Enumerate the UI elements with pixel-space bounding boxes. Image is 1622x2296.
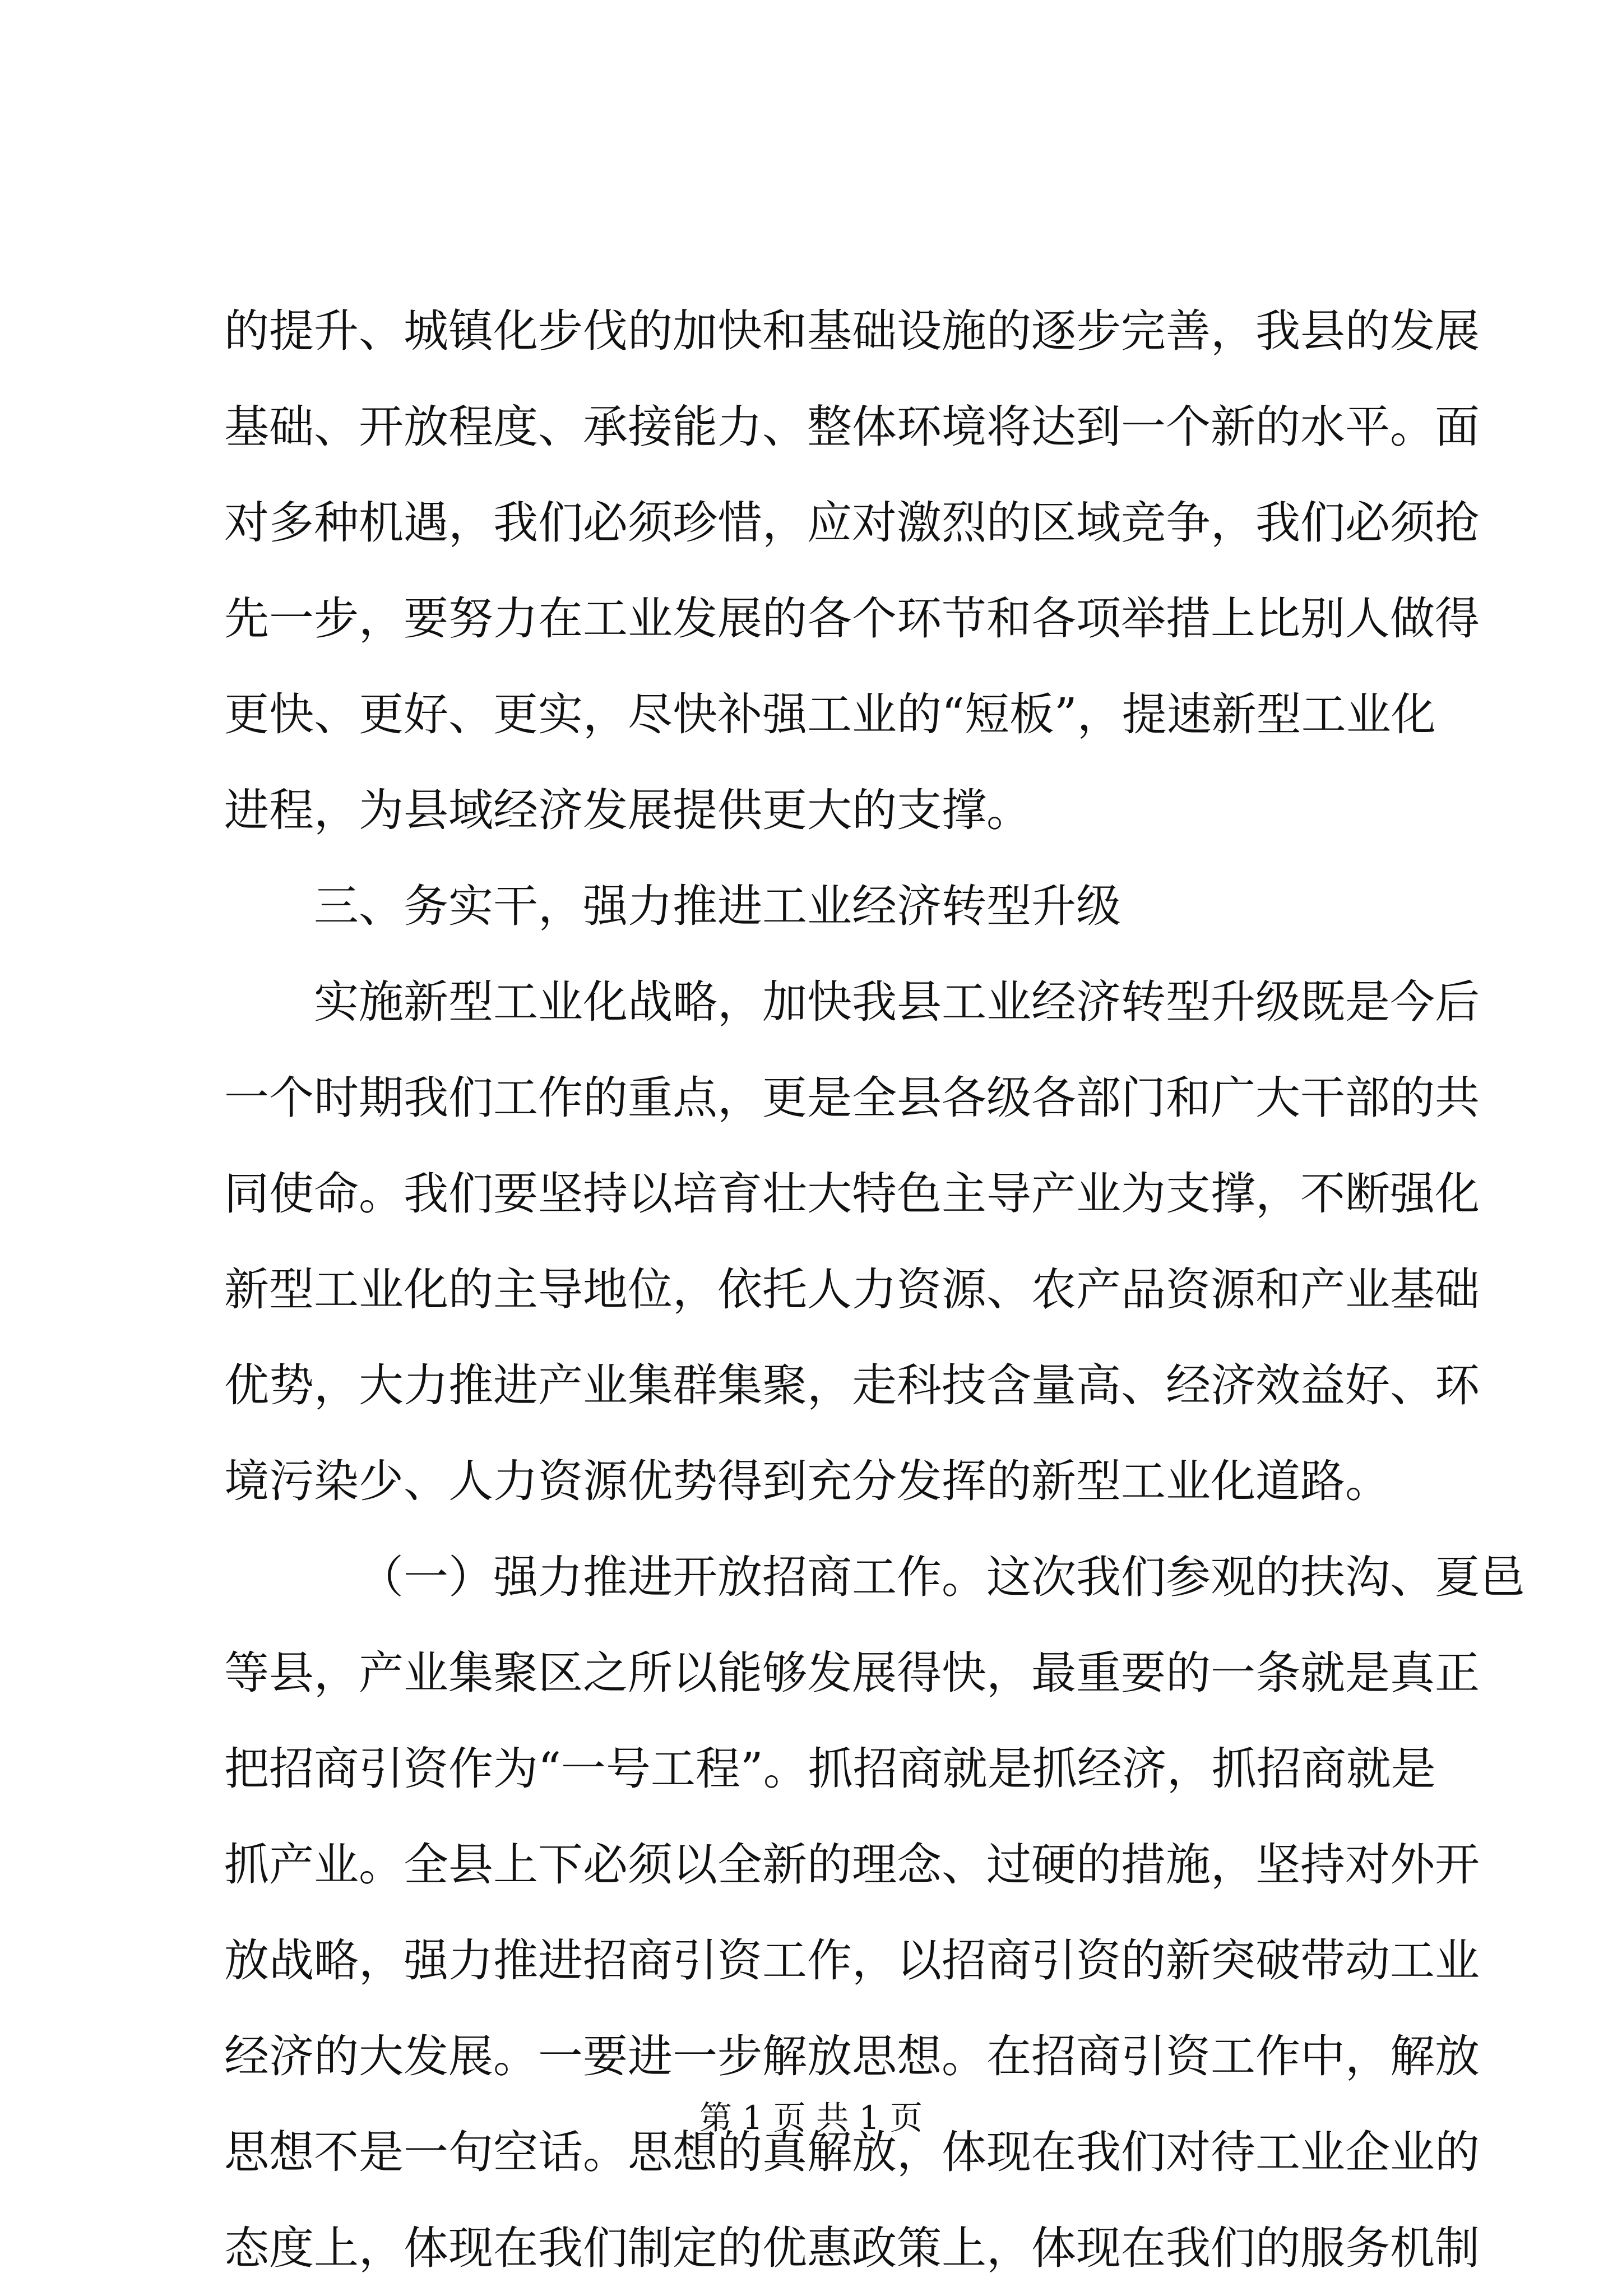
page-number-footer: 第 1 页 共 1 页 [699, 2099, 923, 2137]
text-line: 一个时期我们工作的重点，更是全县各级各部门和广大干部的共 [224, 1072, 1480, 1124]
text-line: 进程，为县域经济发展提供更大的支撑。 [224, 784, 1031, 836]
document-body [224, 283, 1524, 2296]
text-line: 境污染少、人力资源优势得到充分发挥的新型工业化道路。 [224, 1455, 1390, 1507]
text-line: 抓产业。全县上下必须以全新的理念、过硬的措施，坚持对外开 [224, 1839, 1480, 1891]
text-line: 的提升、城镇化步伐的加快和基础设施的逐步完善，我县的发展 [224, 305, 1480, 357]
text-line: 新型工业化的主导地位，依托人力资源、农产品资源和产业基础 [224, 1263, 1480, 1316]
text-line: 先一步，要努力在工业发展的各个环节和各项举措上比别人做得 [224, 592, 1480, 645]
text-line: 实施新型工业化战略，加快我县工业经济转型升级既是今后 [314, 976, 1480, 1028]
text-line: 更快、更好、更实，尽快补强工业的“短板”，提速新型工业化 [224, 688, 1436, 740]
text-line: 等县，产业集聚区之所以能够发展得快，最重要的一条就是真正 [224, 1647, 1480, 1699]
text-line: 放战略，强力推进招商引资工作，以招商引资的新突破带动工业 [224, 1934, 1480, 1987]
text-line: 优势，大力推进产业集群集聚，走科技含量高、经济效益好、环 [224, 1359, 1480, 1411]
text-line: 态度上，体现在我们制定的优惠政策上，体现在我们的服务机制 [224, 2222, 1480, 2274]
text-line: 同使命。我们要坚持以培育壮大特色主导产业为支撑，不断强化 [224, 1168, 1480, 1220]
section-heading: 三、务实干，强力推进工业经济转型升级 [314, 880, 1121, 932]
subsection-heading-line: （一）强力推进开放招商工作。这次我们参观的扶沟、夏邑 [359, 1551, 1524, 1603]
text-line: 对多种机遇，我们必须珍惜，应对激烈的区域竞争，我们必须抢 [224, 497, 1480, 549]
text-line: 基础、开放程度、承接能力、整体环境将达到一个新的水平。面 [224, 401, 1480, 453]
text-line: 思想不是一句空话。思想的真解放，体现在我们对待工业企业的 [224, 2126, 1480, 2178]
text-line: 把招商引资作为“一号工程”。抓招商就是抓经济，抓招商就是 [224, 1743, 1436, 1795]
text-line: 经济的大发展。一要进一步解放思想。在招商引资工作中，解放 [224, 2030, 1480, 2082]
